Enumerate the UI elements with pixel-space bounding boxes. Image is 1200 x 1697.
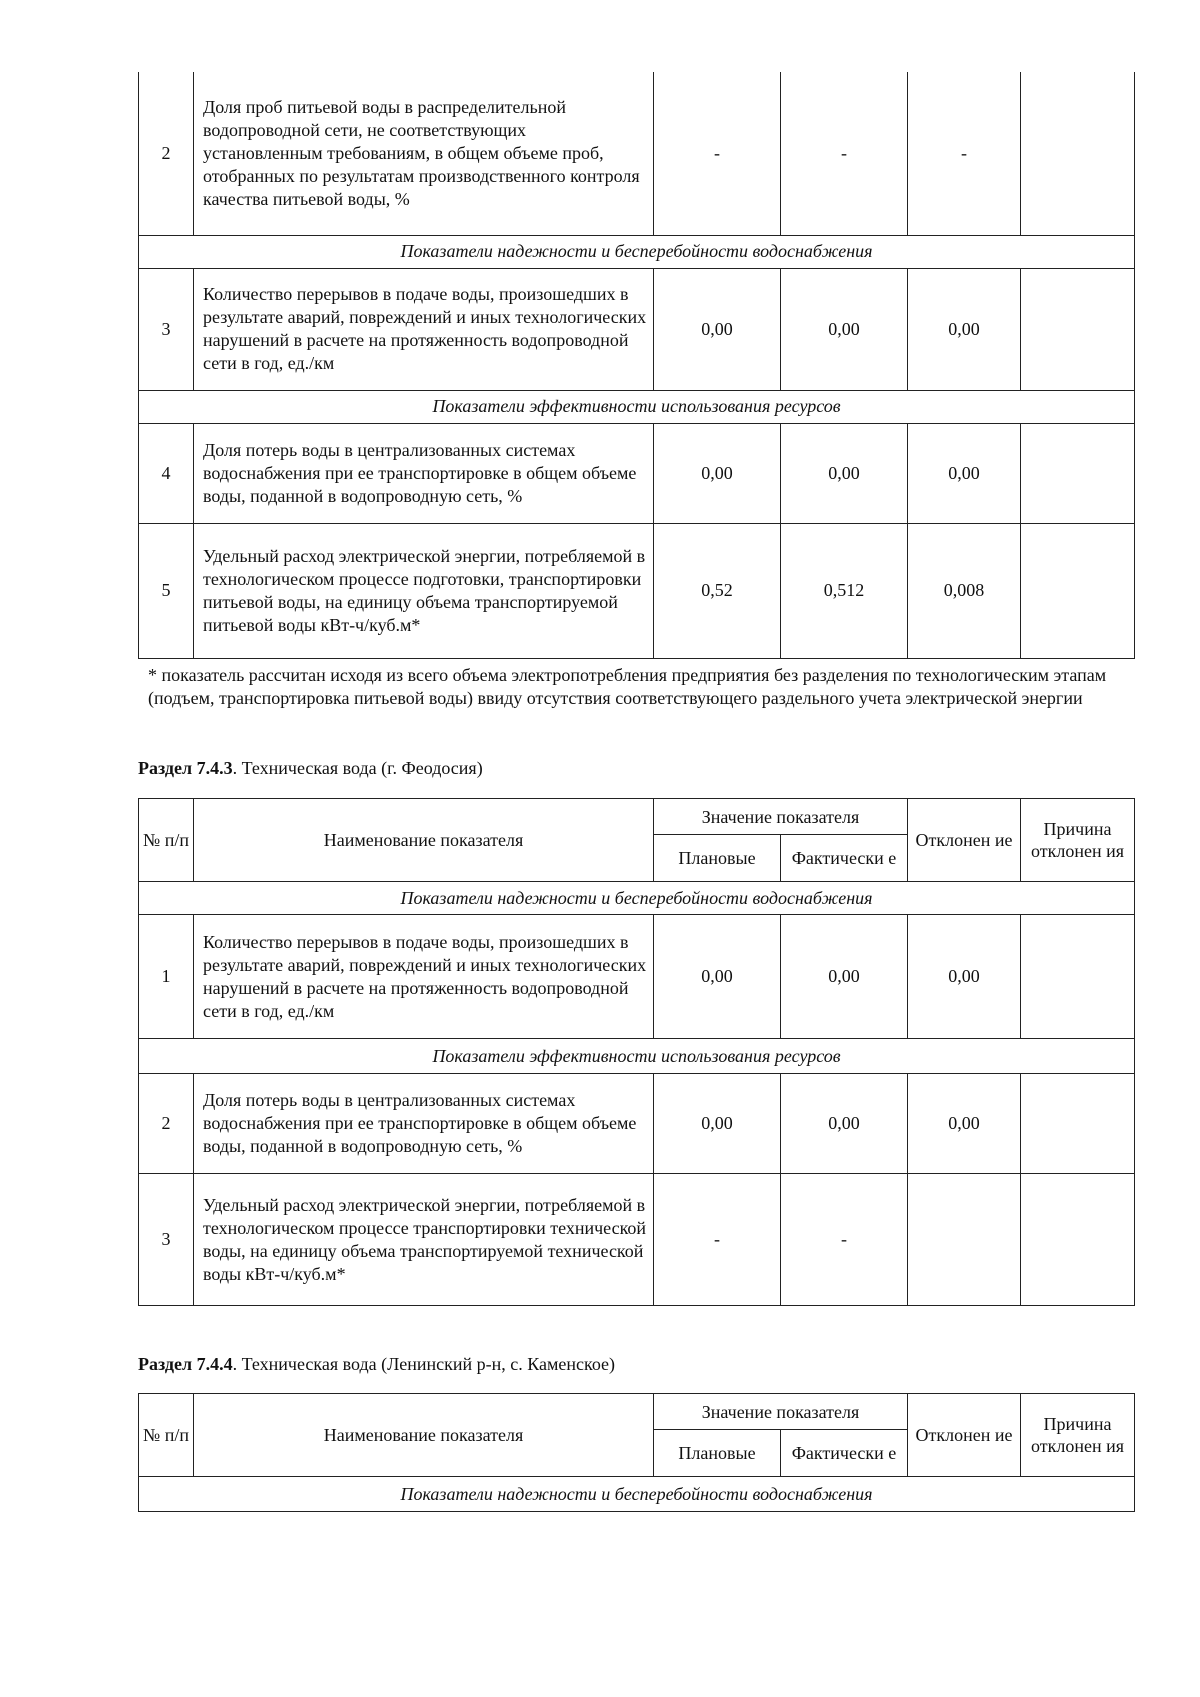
- deviation-reason: [1021, 1074, 1135, 1174]
- row-number: 1: [139, 915, 194, 1039]
- planned-value: -: [654, 72, 781, 235]
- section-heading-7-4-4: [138, 1353, 615, 1376]
- row-number: 3: [139, 1174, 194, 1306]
- planned-value: 0,00: [654, 268, 781, 390]
- row-number: 2: [139, 72, 194, 235]
- deviation-reason: [1021, 268, 1135, 390]
- planned-value: 0,52: [654, 523, 781, 658]
- indicator-name: Доля потерь воды в централизованных системах водоснабжения при ее транспортировке в общем объеме воды, поданной в водопроводную сеть, %: [194, 423, 654, 523]
- deviation-value: 0,00: [908, 423, 1021, 523]
- indicator-name: Количество перерывов в подаче воды, произошедших в результате аварий, повреждений и иных технологических нарушений в расчете на протяженность водопроводной сети в год, ед./км: [194, 268, 654, 390]
- table-row: [139, 523, 1135, 658]
- header-actual: Фактически е: [781, 1430, 908, 1477]
- header-deviation: Отклонен ие: [908, 1394, 1021, 1477]
- deviation-reason: [1021, 523, 1135, 658]
- section-title: Показатели надежности и бесперебойности водоснабжения: [139, 882, 1135, 915]
- table-row: [139, 423, 1135, 523]
- actual-value: -: [781, 1174, 908, 1306]
- row-number: 2: [139, 1074, 194, 1174]
- header-value: Значение показателя: [654, 799, 908, 835]
- header-row: [139, 1394, 1135, 1430]
- indicators-table-continued: [138, 72, 1135, 659]
- indicators-table-kamenskoe: [138, 1393, 1135, 1512]
- row-number: 4: [139, 423, 194, 523]
- indicators-table-feodosia: [138, 798, 1135, 1306]
- deviation-value: [908, 1174, 1021, 1306]
- header-row: [139, 799, 1135, 835]
- section-label: Раздел 7.4.3: [138, 758, 233, 778]
- planned-value: 0,00: [654, 1074, 781, 1174]
- deviation-reason: [1021, 1174, 1135, 1306]
- section-row: [139, 882, 1135, 915]
- header-value: Значение показателя: [654, 1394, 908, 1430]
- section-row: [139, 1039, 1135, 1074]
- planned-value: 0,00: [654, 423, 781, 523]
- indicator-name: Доля проб питьевой воды в распределительной водопроводной сети, не соответствующих установленным требованиям, в общем объеме проб, отобранных по результатам производственного контроля качества питьевой воды, %: [194, 72, 654, 235]
- section-label: Раздел 7.4.4: [138, 1354, 233, 1374]
- header-planned: Плановые: [654, 1430, 781, 1477]
- actual-value: 0,00: [781, 423, 908, 523]
- table-row: [139, 1074, 1135, 1174]
- planned-value: 0,00: [654, 915, 781, 1039]
- header-number: № п/п: [139, 1394, 194, 1477]
- indicator-name: Удельный расход электрической энергии, потребляемой в технологическом процессе подготовки, транспортировки питьевой воды, на единицу объема транспортируемой питьевой воды кВт-ч/куб.м*: [194, 523, 654, 658]
- table-row: [139, 915, 1135, 1039]
- header-actual: Фактически е: [781, 835, 908, 882]
- header-name: Наименование показателя: [194, 799, 654, 882]
- row-number: 5: [139, 523, 194, 658]
- header-deviation: Отклонен ие: [908, 799, 1021, 882]
- table-row: [139, 268, 1135, 390]
- section-title: Показатели эффективности использования ресурсов: [139, 1039, 1135, 1074]
- section-title: . Техническая вода (г. Феодосия): [232, 758, 483, 778]
- header-number: № п/п: [139, 799, 194, 882]
- section-title: Показатели эффективности использования ресурсов: [139, 390, 1135, 423]
- header-reason: Причина отклонен ия: [1021, 799, 1135, 882]
- indicator-name: Доля потерь воды в централизованных системах водоснабжения при ее транспортировке в общем объеме воды, поданной в водопроводную сеть, %: [194, 1074, 654, 1174]
- header-name: Наименование показателя: [194, 1394, 654, 1477]
- deviation-value: 0,008: [908, 523, 1021, 658]
- section-row: [139, 390, 1135, 423]
- table-row: [139, 1174, 1135, 1306]
- deviation-reason: [1021, 72, 1135, 235]
- header-planned: Плановые: [654, 835, 781, 882]
- section-heading-7-4-3: [138, 757, 483, 780]
- actual-value: 0,00: [781, 268, 908, 390]
- section-title: Показатели надежности и бесперебойности водоснабжения: [139, 235, 1135, 268]
- actual-value: 0,00: [781, 1074, 908, 1174]
- section-row: [139, 235, 1135, 268]
- deviation-value: 0,00: [908, 268, 1021, 390]
- deviation-reason: [1021, 423, 1135, 523]
- deviation-value: 0,00: [908, 1074, 1021, 1174]
- deviation-value: -: [908, 72, 1021, 235]
- actual-value: 0,00: [781, 915, 908, 1039]
- planned-value: -: [654, 1174, 781, 1306]
- section-title: . Техническая вода (Ленинский р-н, с. Каменское): [232, 1354, 616, 1374]
- deviation-value: 0,00: [908, 915, 1021, 1039]
- footnote: * показатель рассчитан исходя из всего объема электропотребления предприятия без разделения по технологическим этапам (подъем, транспортировка питьевой воды) ввиду отсутствия соответствующего раздельного учета электрической энергии: [148, 665, 1107, 708]
- section-title: Показатели надежности и бесперебойности водоснабжения: [139, 1477, 1135, 1512]
- actual-value: -: [781, 72, 908, 235]
- row-number: 3: [139, 268, 194, 390]
- actual-value: 0,512: [781, 523, 908, 658]
- table-row: [139, 72, 1135, 235]
- indicator-name: Удельный расход электрической энергии, потребляемой в технологическом процессе транспортировки технической воды, на единицу объема транспортируемой технической воды кВт-ч/куб.м*: [194, 1174, 654, 1306]
- header-reason: Причина отклонен ия: [1021, 1394, 1135, 1477]
- indicator-name: Количество перерывов в подаче воды, произошедших в результате аварий, повреждений и иных технологических нарушений в расчете на протяженность водопроводной сети в год, ед./км: [194, 915, 654, 1039]
- deviation-reason: [1021, 915, 1135, 1039]
- section-row: [139, 1477, 1135, 1512]
